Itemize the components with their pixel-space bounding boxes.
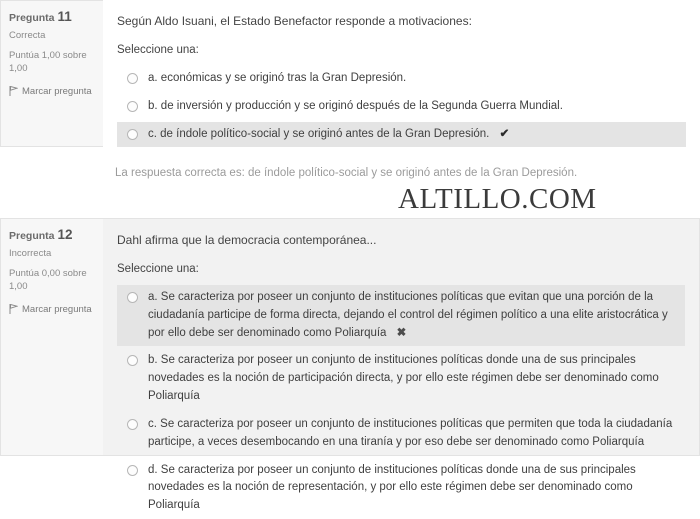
answer-letter-11-a: a. [148, 72, 158, 84]
flag-icon [9, 304, 18, 314]
answer-body-12-b: Se caracteriza por poseer un conjunto de instituciones políticas donde una de sus principales novedades es la noción de participación directa, y por ello este régimen debe ser denominado como Poliarquía [148, 354, 659, 403]
question-block-11 [0, 0, 700, 147]
answer-letter-11-b: b. [148, 99, 158, 112]
question-grade-12: Puntúa 0,00 sobre 1,00 [9, 268, 87, 292]
answer-option-12-d[interactable] [117, 458, 685, 519]
watermark: ALTILLO.COM [398, 183, 597, 215]
answer-body-11-b: de inversión y producción y se originó después de la Segunda Guerra Mundial. [160, 99, 563, 112]
question-number-12 [9, 227, 95, 242]
question-text-12: Dahl afirma que la democracia contemporánea... [117, 233, 377, 247]
answer-text-12-b [148, 352, 679, 405]
answer-letter-12-a: a. [148, 291, 158, 303]
answer-letter-12-d: d. [148, 463, 158, 476]
question-state-12: Incorrecta [9, 248, 52, 259]
radio-11-b[interactable] [127, 101, 138, 112]
radio-12-d[interactable] [127, 465, 138, 476]
answer-option-11-c[interactable] [117, 122, 686, 148]
question-body-11 [103, 0, 700, 147]
question-info-panel-12 [0, 218, 103, 456]
answer-letter-12-b: b. [148, 354, 158, 367]
question-grade-11: Puntúa 1,00 sobre 1,00 [9, 50, 87, 74]
radio-12-b[interactable] [127, 355, 138, 366]
answer-body-11-c: de índole político-social y se originó antes de la Gran Depresión. [160, 127, 490, 140]
answer-text-11-c [148, 126, 509, 144]
answer-text-11-a [148, 70, 406, 88]
radio-11-a[interactable] [127, 73, 138, 84]
question-label-11: Pregunta [9, 12, 55, 24]
flag-icon [9, 86, 18, 96]
answer-letter-12-c: c. [148, 417, 157, 430]
question-number-11 [9, 9, 95, 24]
question-state-11: Correcta [9, 30, 46, 41]
question-number-value-12: 12 [57, 227, 73, 242]
answer-option-12-a[interactable] [117, 285, 685, 346]
flag-question-button-11[interactable] [9, 86, 95, 97]
question-block-12 [0, 218, 700, 512]
answer-list-12 [117, 285, 685, 519]
select-one-prompt-11: Seleccione una: [117, 44, 199, 56]
question-number-value-11: 11 [57, 9, 72, 24]
answer-option-11-b[interactable] [117, 94, 686, 120]
flag-question-label-11: Marcar pregunta [22, 85, 92, 97]
question-text-11: Según Aldo Isuani, el Estado Benefactor responde a motivaciones: [117, 14, 472, 28]
correct-mark-icon: ✔ [499, 127, 510, 140]
answer-text-12-a [148, 289, 679, 342]
answer-text-12-c [148, 416, 679, 452]
answer-body-12-c: Se caracteriza por poseer un conjunto de instituciones políticas que permiten que toda la ciudadanía participe, a veces desembocando en una tiranía y por eso debe ser denominado como Poliarquía [148, 417, 673, 448]
answer-body-12-d: Se caracteriza por poseer un conjunto de instituciones políticas donde una de sus principales novedades es la noción de representación, y por ello este régimen debe ser denominado como Poliarquía [148, 463, 636, 512]
answer-body-11-a: económicas y se originó tras la Gran Depresión. [160, 72, 407, 84]
radio-12-c[interactable] [127, 419, 138, 430]
flag-question-label-12: Marcar pregunta [22, 303, 92, 315]
flag-question-button-12[interactable] [9, 304, 95, 315]
answer-option-12-b[interactable] [117, 348, 685, 409]
radio-11-c[interactable] [127, 129, 138, 140]
answer-option-11-a[interactable] [117, 66, 686, 92]
answer-option-12-c[interactable] [117, 412, 685, 456]
question-body-12 [103, 218, 700, 512]
incorrect-mark-icon: ✖ [396, 326, 407, 339]
radio-12-a[interactable] [127, 292, 138, 303]
question-label-12: Pregunta [9, 230, 55, 242]
answer-body-12-a: Se caracteriza por poseer un conjunto de instituciones políticas que evitan que una porción de la ciudadanía participe de forma directa, dejando el control del régimen político a una elite aristocrática y por ello debe ser denominado como Poliarquía [148, 291, 668, 339]
answer-letter-11-c: c. [148, 127, 157, 140]
select-one-prompt-12: Seleccione una: [117, 263, 199, 275]
answer-list-11 [117, 66, 686, 147]
question-feedback-11: La respuesta correcta es: de índole político-social y se originó antes de la Gran Depresión. [115, 167, 578, 179]
answer-text-11-b [148, 98, 563, 116]
question-info-panel-11 [0, 0, 103, 147]
answer-text-12-d [148, 462, 679, 515]
